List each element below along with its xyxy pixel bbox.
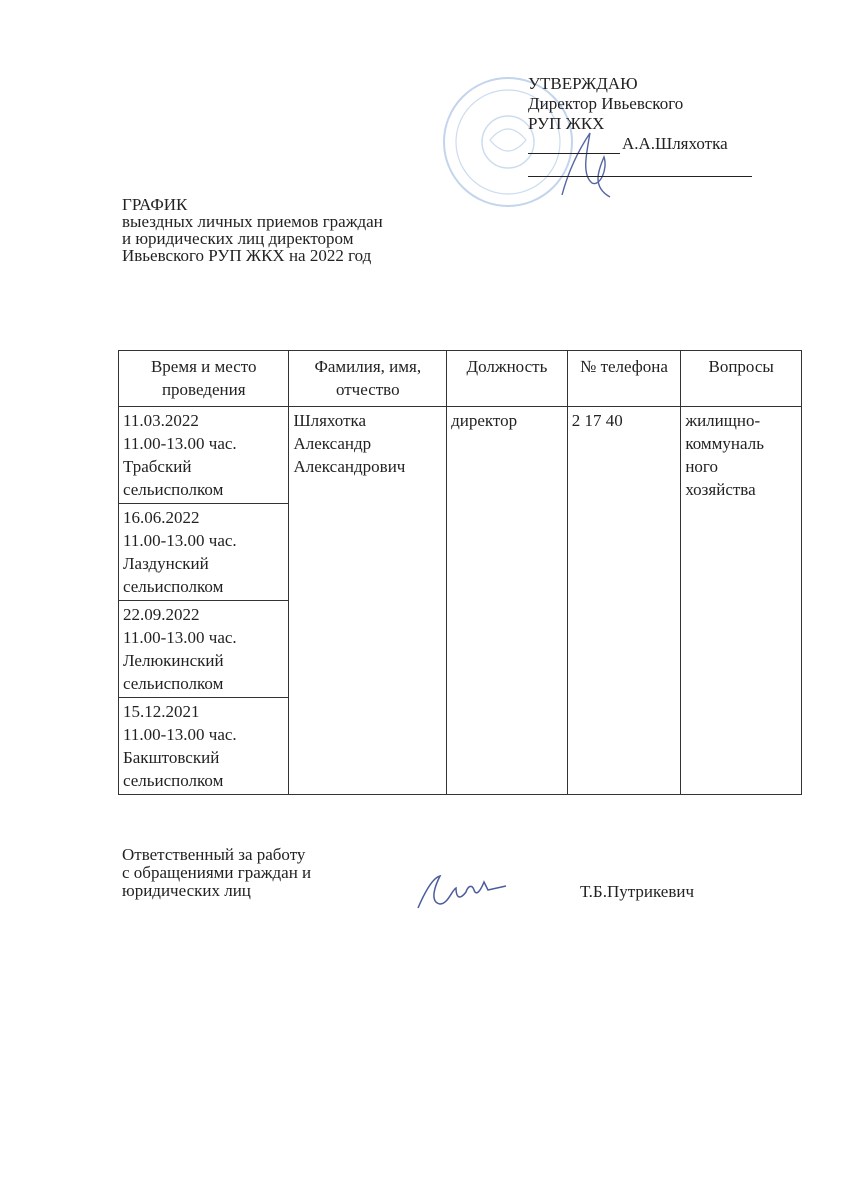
- approval-block: [528, 74, 768, 177]
- slot-place-type: сельисполком: [123, 674, 224, 693]
- phone-cell: 2 17 40: [567, 407, 681, 795]
- title-line: и юридических лиц директором: [122, 229, 354, 248]
- title-heading: ГРАФИК: [122, 195, 188, 214]
- schedule-slot: [119, 504, 289, 601]
- question-line: жилищно-: [685, 411, 761, 430]
- slot-place: Лелюкинский: [123, 651, 224, 670]
- date-underline: [528, 154, 752, 177]
- slot-date: 15.12.2021: [123, 702, 200, 721]
- responsible-person-block: [122, 846, 311, 900]
- name-line: Александрович: [293, 457, 406, 476]
- footer-line: Ответственный за работу: [122, 845, 306, 864]
- column-header-questions: Вопросы: [681, 351, 802, 407]
- position-cell: директор: [447, 407, 568, 795]
- slot-place: Трабский: [123, 457, 192, 476]
- name-line: Александр: [293, 434, 372, 453]
- slot-place: Лаздунский: [123, 554, 209, 573]
- column-header-phone: № телефона: [567, 351, 681, 407]
- title-line: Ивьевского РУП ЖКХ на 2022 год: [122, 246, 372, 265]
- question-line: хозяйства: [685, 480, 756, 499]
- approval-heading: УТВЕРЖДАЮ: [528, 74, 638, 93]
- question-line: коммуналь: [685, 434, 764, 453]
- slot-place: Бакштовский: [123, 748, 220, 767]
- column-header-full-name: Фамилия, имя, отчество: [289, 351, 447, 407]
- footer-line: с обращениями граждан и: [122, 863, 312, 882]
- schedule-slot: [119, 601, 289, 698]
- column-header-time-place: Время и место проведения: [119, 351, 289, 407]
- column-header-position: Должность: [447, 351, 568, 407]
- responsible-signature: [410, 868, 510, 916]
- full-name-cell: [289, 407, 447, 795]
- approval-signatory: А.А.Шляхотка: [622, 134, 728, 153]
- approval-organization: РУП ЖКХ: [528, 114, 605, 133]
- slot-place-type: сельисполком: [123, 577, 224, 596]
- signature-underline: [528, 135, 620, 154]
- slot-date: 22.09.2022: [123, 605, 200, 624]
- name-line: Шляхотка: [293, 411, 367, 430]
- schedule-slot: [119, 698, 289, 795]
- slot-time: 11.00-13.00 час.: [123, 434, 237, 453]
- schedule-table: [118, 350, 802, 795]
- questions-cell: [681, 407, 802, 795]
- schedule-slot: [119, 407, 289, 504]
- slot-time: 11.00-13.00 час.: [123, 628, 237, 647]
- document-title: [122, 196, 482, 264]
- slot-time: 11.00-13.00 час.: [123, 725, 237, 744]
- title-line: выездных личных приемов граждан: [122, 212, 383, 231]
- slot-time: 11.00-13.00 час.: [123, 531, 237, 550]
- responsible-person-name: Т.Б.Путрикевич: [580, 882, 695, 901]
- slot-date: 11.03.2022: [123, 411, 199, 430]
- approval-signatory-line: [528, 134, 768, 154]
- approval-position: Директор Ивьевского: [528, 94, 684, 113]
- slot-place-type: сельисполком: [123, 480, 224, 499]
- table-row: [119, 407, 802, 504]
- footer-line: юридических лиц: [122, 881, 251, 900]
- table-header-row: [119, 351, 802, 407]
- slot-place-type: сельисполком: [123, 771, 224, 790]
- question-line: ного: [685, 457, 718, 476]
- slot-date: 16.06.2022: [123, 508, 200, 527]
